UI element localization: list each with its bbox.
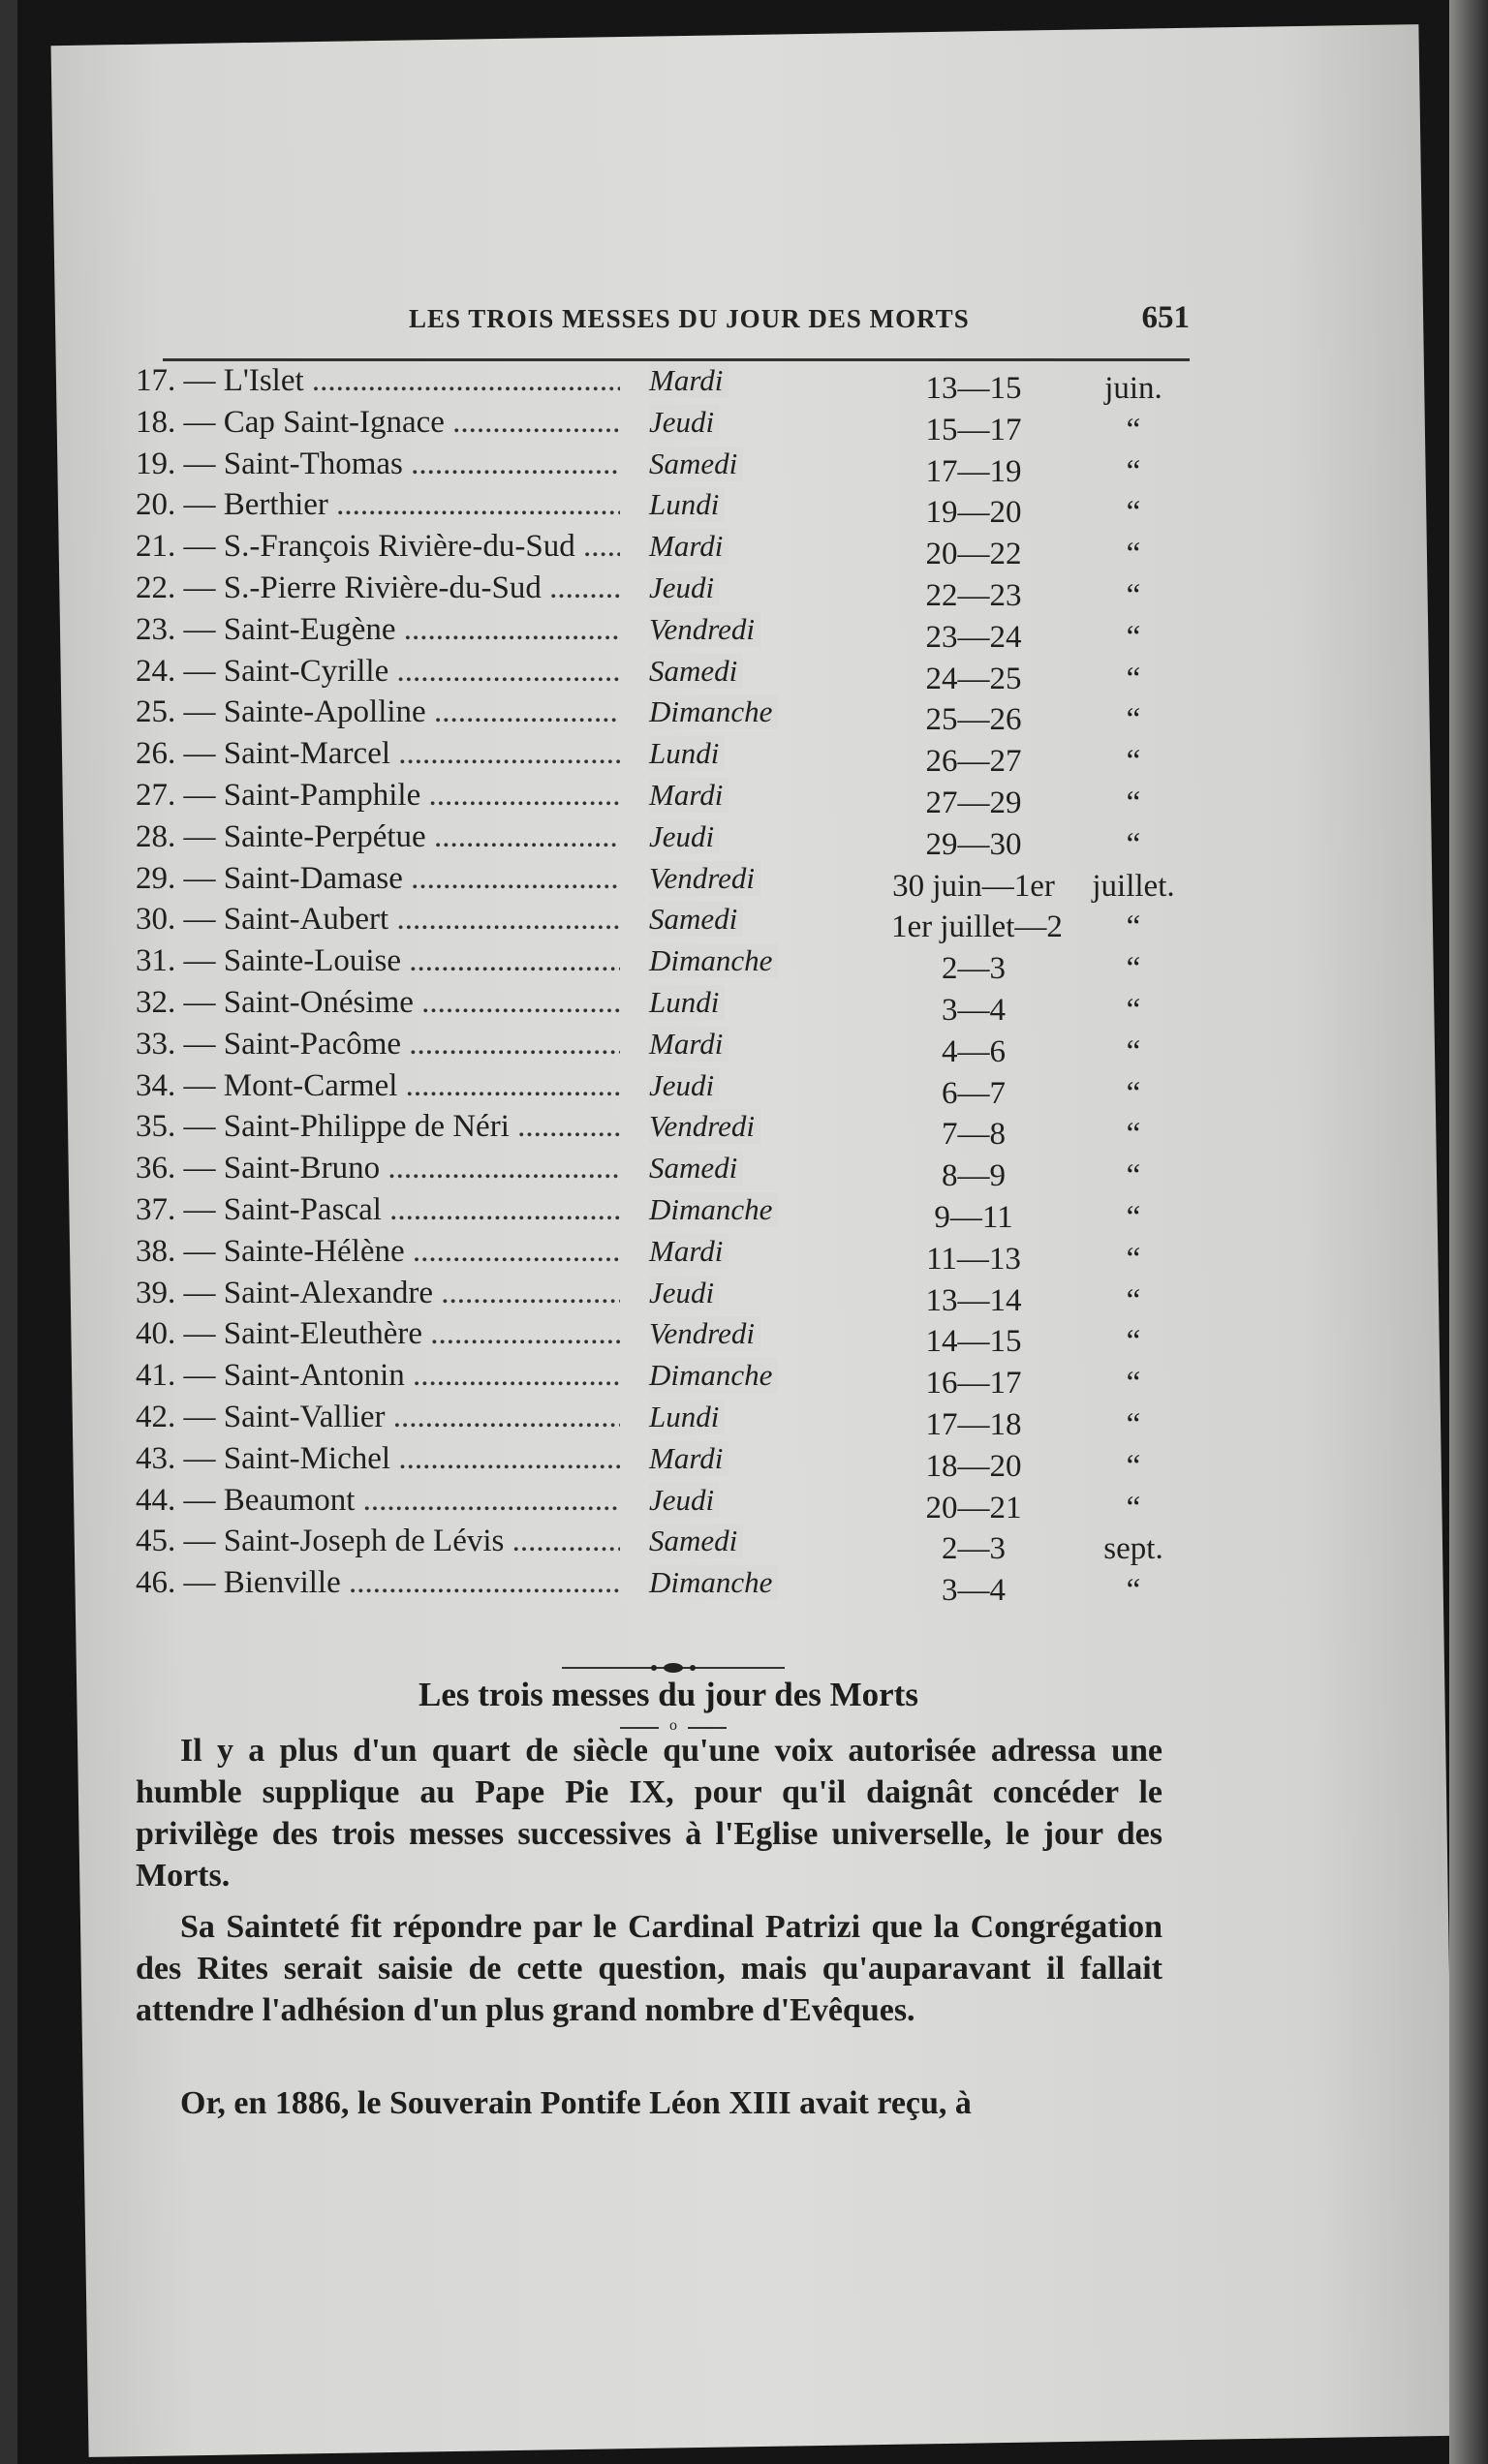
date-range: 24—25 (925, 661, 1022, 696)
schedule-row (136, 405, 1192, 446)
parish-name: 45. — Saint-Joseph de Lévis ..... (136, 1524, 620, 1559)
spine-shadow (1449, 0, 1488, 2464)
schedule-row (136, 861, 1192, 902)
schedule-row (136, 736, 1192, 780)
schedule-row (136, 819, 1192, 860)
date-range: 15—17 (925, 412, 1022, 447)
month-label: “ (1126, 412, 1141, 447)
weekday: Mardi (649, 778, 728, 813)
parish-name: 32. — Saint-Onésime ..... (136, 985, 620, 1021)
parish-name: 46. — Bienville ..... (136, 1565, 620, 1601)
date-range: 2—3 (942, 1531, 1006, 1567)
date-range: 23—24 (925, 619, 1022, 655)
parish-name: 44. — Beaumont ..... (136, 1483, 620, 1519)
parish-name: 34. — Mont-Carmel ..... (136, 1068, 620, 1104)
month-label: “ (1126, 495, 1141, 531)
date-range: 27—29 (925, 785, 1022, 820)
schedule-row (136, 1441, 1192, 1482)
month-label: “ (1126, 1200, 1141, 1235)
month-label: “ (1126, 785, 1141, 820)
schedule-row (136, 1109, 1192, 1153)
parish-name: 17. — L'Islet ..... (136, 363, 620, 399)
schedule-row (136, 529, 1192, 570)
month-label: “ (1126, 1241, 1141, 1277)
schedule-row (136, 363, 1192, 404)
month-label: “ (1126, 1117, 1141, 1153)
month-label: “ (1126, 661, 1141, 696)
parish-name: 30. — Saint-Aubert ..... (136, 902, 620, 938)
month-label: “ (1126, 826, 1141, 862)
parish-name: 19. — Saint-Thomas ..... (136, 447, 620, 482)
weekday: Dimanche (649, 694, 778, 729)
ornamental-separator (562, 1661, 785, 1675)
weekday: Jeudi (649, 570, 720, 605)
date-range: 29—30 (925, 826, 1022, 862)
weekday: Mardi (649, 1441, 728, 1476)
weekday: Lundi (649, 736, 725, 771)
date-range: 20—22 (925, 537, 1022, 572)
parish-name: 39. — Saint-Alexandre ..... (136, 1276, 620, 1311)
date-range: 17—19 (925, 453, 1022, 489)
weekday: Dimanche (649, 1358, 778, 1393)
date-range: 19—20 (925, 495, 1022, 531)
weekday: Mardi (649, 363, 728, 398)
weekday: Dimanche (649, 1192, 778, 1227)
schedule-row (136, 1483, 1192, 1524)
month-label: “ (1126, 702, 1141, 738)
parish-name: 20. — Berthier ..... (136, 487, 620, 523)
parish-name: 35. — Saint-Philippe de Néri ..... (136, 1109, 620, 1145)
month-label: “ (1126, 1448, 1141, 1484)
date-range: 13—15 (925, 371, 1022, 406)
month-label: “ (1126, 1033, 1141, 1069)
schedule-row (136, 1068, 1192, 1109)
weekday: Lundi (649, 1400, 725, 1434)
month-label: juin. (1104, 371, 1162, 406)
schedule-row (136, 1276, 1192, 1316)
schedule-row (136, 694, 1192, 738)
date-range: 3—4 (942, 1573, 1006, 1609)
schedule-row (136, 612, 1192, 653)
weekday: Samedi (649, 447, 743, 481)
parish-name: 40. — Saint-Eleuthère ..... (136, 1316, 620, 1352)
schedule-row (136, 778, 1192, 818)
month-label: “ (1126, 1282, 1141, 1318)
parish-name: 25. — Sainte-Apolline ..... (136, 694, 620, 730)
month-label: “ (1126, 1158, 1141, 1194)
date-range: 2—3 (942, 951, 1006, 987)
weekday: Dimanche (649, 943, 778, 978)
month-label: “ (1126, 453, 1141, 489)
schedule-row (136, 570, 1192, 611)
month-label: “ (1126, 909, 1141, 945)
weekday: Vendredi (649, 1109, 760, 1144)
month-label: “ (1126, 951, 1141, 987)
parish-name: 37. — Saint-Pascal ..... (136, 1192, 620, 1228)
weekday: Lundi (649, 985, 725, 1020)
date-range: 25—26 (925, 702, 1022, 738)
weekday: Samedi (649, 1524, 743, 1558)
schedule-row (136, 447, 1192, 487)
parish-name: 27. — Saint-Pamphile ..... (136, 778, 620, 814)
month-label: juillet. (1092, 868, 1175, 904)
schedule-row (136, 1565, 1192, 1609)
month-label: “ (1126, 619, 1141, 655)
month-label: “ (1126, 537, 1141, 572)
schedule-row (136, 1234, 1192, 1275)
weekday: Lundi (649, 487, 725, 522)
schedule-row (136, 1316, 1192, 1360)
date-range: 20—21 (925, 1490, 1022, 1525)
paragraph-3: Or, en 1886, le Souverain Pontife Léon XIII avait reçu, à (180, 2085, 972, 2121)
month-label: “ (1126, 993, 1141, 1028)
parish-name: 21. — S.-François Rivière-du-Sud ..... (136, 529, 620, 565)
parish-name: 29. — Saint-Damase ..... (136, 861, 620, 897)
date-range: 16—17 (925, 1366, 1022, 1401)
page-number: 651 (1141, 300, 1190, 335)
parish-name: 36. — Saint-Bruno ..... (136, 1151, 620, 1186)
parish-name: 23. — Saint-Eugène ..... (136, 612, 620, 648)
parish-name: 33. — Saint-Pacôme ..... (136, 1027, 620, 1063)
paragraph-1: Il y a plus d'un quart de siècle qu'une voix autorisée adressa une humble supplique au Pape Pie IX, pour qu'il daignât concéder le privilège des trois messes successives à l'Eglise universelle, le jour des Morts. (136, 1733, 1162, 1894)
schedule-row (136, 1358, 1192, 1399)
date-range: 17—18 (925, 1407, 1022, 1442)
date-range: 9—11 (934, 1200, 1013, 1235)
date-range: 3—4 (942, 993, 1006, 1028)
weekday: Mardi (649, 1234, 728, 1269)
date-range: 13—14 (925, 1282, 1022, 1318)
weekday: Vendredi (649, 1316, 760, 1351)
schedule-row (136, 1524, 1192, 1567)
schedule-row (136, 1400, 1192, 1440)
parish-name: 31. — Sainte-Louise ..... (136, 943, 620, 979)
parish-name: 41. — Saint-Antonin ..... (136, 1358, 620, 1394)
month-label: “ (1126, 1366, 1141, 1401)
month-label: “ (1126, 1324, 1141, 1360)
schedule-row (136, 487, 1192, 531)
schedule-row (136, 1151, 1192, 1194)
schedule-row (136, 654, 1192, 694)
weekday: Jeudi (649, 1068, 720, 1103)
parish-name: 43. — Saint-Michel ..... (136, 1441, 620, 1477)
weekday: Jeudi (649, 819, 720, 854)
weekday: Samedi (649, 654, 743, 689)
schedule-row (136, 1027, 1192, 1067)
date-range: 22—23 (925, 578, 1022, 613)
parish-name: 28. — Sainte-Perpétue ..... (136, 819, 620, 855)
running-head (163, 281, 1190, 361)
date-range: 1er juillet—2 (891, 909, 1063, 945)
schedule-row (136, 1192, 1192, 1233)
date-range: 6—7 (942, 1075, 1006, 1111)
running-title: LES TROIS MESSES DU JOUR DES MORTS (409, 304, 970, 333)
weekday: Dimanche (649, 1565, 778, 1600)
parish-name: 24. — Saint-Cyrille ..... (136, 654, 620, 690)
date-range: 26—27 (925, 744, 1022, 780)
parish-name: 42. — Saint-Vallier ..... (136, 1400, 620, 1435)
month-label: “ (1126, 1573, 1141, 1609)
weekday: Vendredi (649, 612, 760, 647)
date-range: 4—6 (942, 1033, 1006, 1069)
month-label: “ (1126, 1490, 1141, 1525)
date-range: 11—13 (926, 1241, 1021, 1277)
weekday: Mardi (649, 529, 728, 564)
weekday: Jeudi (649, 1483, 720, 1518)
month-label: sept. (1103, 1531, 1163, 1567)
weekday: Vendredi (649, 861, 760, 896)
month-label: “ (1126, 744, 1141, 780)
date-range: 18—20 (925, 1448, 1022, 1484)
svg-text:o: o (669, 1717, 677, 1732)
weekday: Jeudi (649, 405, 720, 440)
section-title: Les trois messes du jour des Morts (418, 1676, 918, 1713)
weekday: Jeudi (649, 1276, 720, 1310)
date-range: 7—8 (942, 1117, 1006, 1153)
parish-name: 38. — Sainte-Hélène ..... (136, 1234, 620, 1270)
month-label: “ (1126, 1075, 1141, 1111)
month-label: “ (1126, 1407, 1141, 1442)
paragraph-2: Sa Sainteté fit répondre par le Cardinal Patrizi que la Congrégation des Rites serait saisie de cette question, mais qu'auparavant il fallait attendre l'adhésion d'un plus grand nombre d'Evêques. (136, 1909, 1162, 2028)
weekday: Samedi (649, 1151, 743, 1186)
parish-name: 22. — S.-Pierre Rivière-du-Sud ..... (136, 570, 620, 606)
schedule-row (136, 943, 1192, 987)
weekday: Samedi (649, 902, 743, 937)
date-range: 14—15 (925, 1324, 1022, 1360)
weekday: Mardi (649, 1027, 728, 1062)
schedule-row (136, 985, 1192, 1026)
parish-name: 26. — Saint-Marcel ..... (136, 736, 620, 772)
month-label: “ (1126, 578, 1141, 613)
date-range: 30 juin—1er (892, 868, 1055, 904)
page-edge-shadow (0, 0, 17, 2464)
schedule-row (136, 902, 1192, 945)
date-range: 8—9 (942, 1158, 1006, 1194)
parish-name: 18. — Cap Saint-Ignace ..... (136, 405, 620, 441)
